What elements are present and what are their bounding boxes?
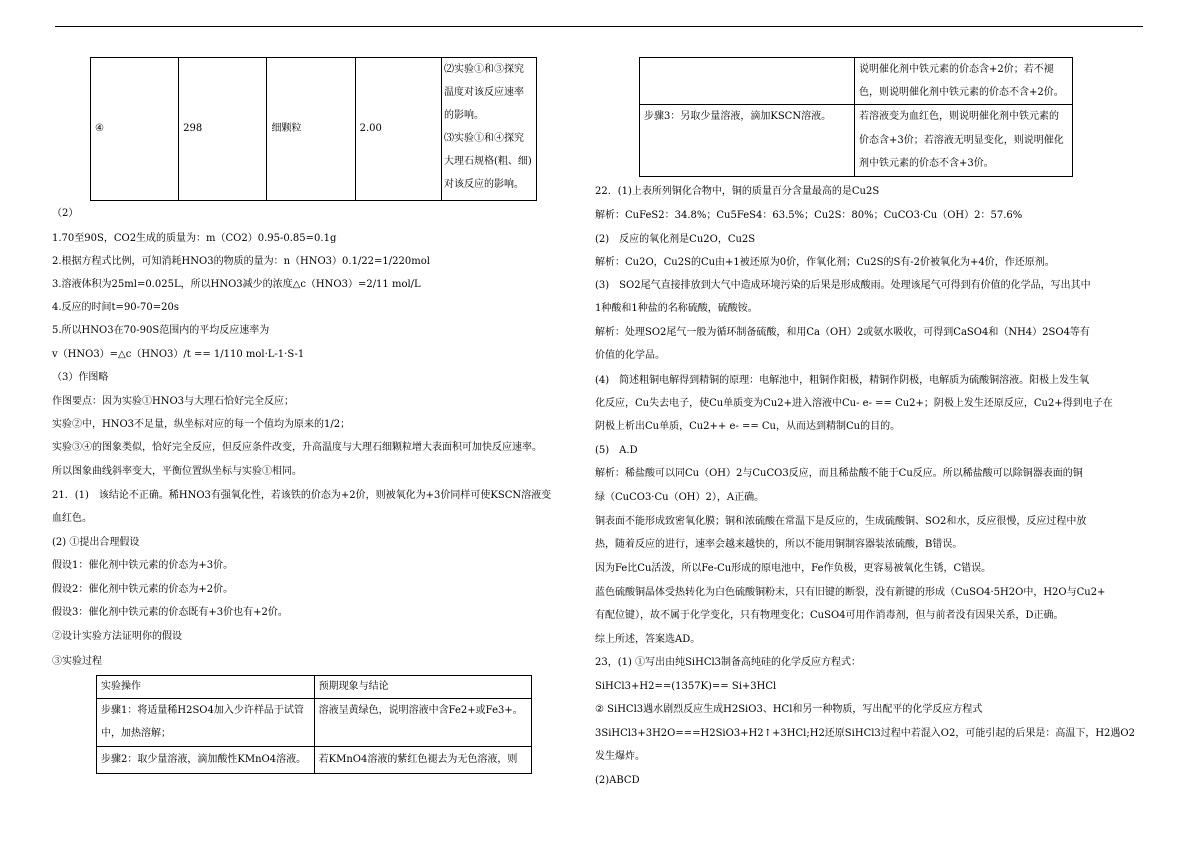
text-line: 2.根据方程式比例，可知消耗HNO3的物质的量为：n（HNO3）0.1/22=1/220mol <box>52 256 430 267</box>
text-line: (2)ABCD <box>595 775 640 786</box>
text-line: 假设2：催化剂中铁元素的价态为+2价。 <box>52 584 234 595</box>
text-line: ②设计实验方法证明你的假设 <box>52 631 182 642</box>
text-line: 铜表面不能形成致密氧化膜；铜和浓硫酸在常温下是反应的，生成硫酸铜、SO2和水，反应很慢，反应过程中放 <box>595 516 1087 527</box>
cell-line: 剂中铁元素的价态不含+3价。 <box>859 158 994 169</box>
text-line: 有配位键），故不属于化学变化，只有物理变化；CuSO4可用作消毒剂，但与前者没有因果关系，D正确。 <box>595 610 1064 621</box>
table-cell: 步骤3：另取少量溶液，滴加KSCN溶液。 <box>640 105 855 177</box>
table-cell: 溶液呈黄绿色，说明溶液中含Fe2+或Fe3+。 <box>314 699 531 747</box>
text-line: (4) 简述粗铜电解得到精铜的原理：电解池中，粗铜作阳极，精铜作阴极，电解质为硫酸铜溶液。阳极上发生氧 <box>595 375 1090 386</box>
table-cell <box>855 105 1073 177</box>
table-cell <box>640 58 855 105</box>
cell-line: 步骤1：将适量稀H2SO4加入少许样品于试管 <box>101 705 304 716</box>
text-line: 3.溶液体积为25ml=0.025L，所以HNO3减少的浓度△c（HNO3）=2/11 mol/L <box>52 279 421 290</box>
text-line: (3) SO2尾气直接排放到大气中造成环境污染的后果是形成酸雨。处理该尾气可得到有价值的化学品，写出其中 <box>595 280 1091 291</box>
text-line: 实验③④的图象类似，恰好完全反应，但反应条件改变，升高温度与大理石细颗粒增大表面积可加快反应速率。 <box>52 442 542 453</box>
text-line: 实验②中，HNO3不足量，纵坐标对应的每一个值均为原来的1/2； <box>52 419 351 430</box>
table-cell: ④ <box>91 58 179 201</box>
text-line: 假设1：催化剂中铁元素的价态为+3价。 <box>52 560 234 571</box>
text-line: (2) 反应的氧化剂是Cu2O，Cu2S <box>595 234 756 245</box>
text-line: ② SiHCl3遇水剧烈反应生成H2SiO3、HCl和另一种物质，写出配平的化学反应方程式 <box>595 704 983 715</box>
text-line: 5.所以HNO3在70-90S范围内的平均反应速率为 <box>52 325 270 336</box>
table-cell <box>855 58 1073 105</box>
text-line: 解析：CuFeS2：34.8%；Cu5FeS4：63.5%；Cu2S：80%；CuCO3·Cu（OH）2：57.6% <box>595 210 1023 221</box>
text-line: SiHCl3+H2==(1357K)== Si+3HCl <box>595 681 777 692</box>
text-line: （2） <box>52 208 79 219</box>
text-line: (2) ①提出合理假设 <box>52 537 140 548</box>
table-cell: 若KMnO4溶液的紫红色褪去为无色溶液，则 <box>314 747 531 774</box>
note-line: ⑶实验①和④探究 <box>443 133 524 144</box>
table-header: 预期现象与结论 <box>314 676 531 699</box>
top-rule <box>55 26 1143 27</box>
text-line: 血红色。 <box>52 513 92 524</box>
text-line: 价值的化学品。 <box>595 350 665 361</box>
table-cell: 步骤2：取少量溶液，滴加酸性KMnO4溶液。 <box>97 747 315 774</box>
text-line: 绿（CuCO3·Cu（OH）2），A正确。 <box>595 492 765 503</box>
table-cell <box>97 699 315 747</box>
note-line: ⑵实验①和③探究 <box>443 64 524 75</box>
data-table-top <box>90 57 537 201</box>
text-line: 阴极上析出Cu单质，Cu2++ e- == Cu，从而达到精制Cu的目的。 <box>595 421 901 432</box>
experiment-table-continued <box>639 57 1073 177</box>
text-line: 22．(1)上表所列铜化合物中，铜的质量百分含量最高的是Cu2S <box>595 186 880 197</box>
text-line: 综上所述，答案选AD。 <box>595 634 701 645</box>
note-line: 温度对该反应速率 <box>443 87 524 98</box>
text-line: 23，(1) ①写出由纯SiHCl3制备高纯硅的化学反应方程式： <box>595 657 862 668</box>
table-header: 实验操作 <box>97 676 315 699</box>
experiment-table <box>96 675 532 774</box>
text-line: 所以图象曲线斜率变大，平衡位置纵坐标与实验①相同。 <box>52 466 302 477</box>
note-line: 对该反应的影响。 <box>443 179 524 190</box>
text-line: 3SiHCl3+3H2O===H2SiO3+H2↑+3HCl;H2还原SiHCl3过程中若混入O2，可能引起的后果是：高温下，H2遇O2 <box>595 728 1135 739</box>
note-line: 的影响。 <box>443 110 484 121</box>
cell-line: 价态含+3价；若溶液无明显变化，则说明催化 <box>859 135 1064 146</box>
text-line: 1种酸和1种盐的名称硫酸，硫酸铵。 <box>595 303 758 314</box>
text-line: 解析：Cu2O，Cu2S的Cu由+1被还原为0价，作氧化剂；Cu2S的S有-2价被氧化为+4价，作还原剂。 <box>595 257 1055 268</box>
cell-line: 若溶液变为血红色，则说明催化剂中铁元素的 <box>859 111 1059 122</box>
cell-line: 中，加热溶解； <box>101 728 171 739</box>
cell-line: 色，则说明催化剂中铁元素的价态不含+2价。 <box>859 87 1064 98</box>
text-line: 因为Fe比Cu活泼，所以Fe-Cu形成的原电池中，Fe作负极，更容易被氧化生锈，C错误。 <box>595 563 992 574</box>
note-line: 大理石规格(粗、细) <box>443 156 532 167</box>
text-line: 作图要点：因为实验①HNO3与大理石恰好完全反应； <box>52 396 295 407</box>
text-line: 发生爆炸。 <box>595 751 645 762</box>
text-line: 解析：处理SO2尾气一般为循环制备硫酸，和用Ca（OH）2或氨水吸收，可得到CaSO4和（NH4）2SO4等有 <box>595 327 1090 338</box>
text-line: 1.70至90S，CO2生成的质量为：m（CO2）0.95-0.85=0.1g <box>52 233 337 244</box>
text-line: （3）作图略 <box>52 372 109 383</box>
cell-line: 说明催化剂中铁元素的价态含+2价；若不褪 <box>859 64 1054 75</box>
table-cell: 细颗粒 <box>267 58 355 201</box>
text-line: 解析：稀盐酸可以同Cu（OH）2与CuCO3反应，而且稀盐酸不能于Cu反应。所以稀盐酸可以除铜器表面的铜 <box>595 468 1083 479</box>
table-cell: 298 <box>179 58 267 201</box>
text-line: 假设3：催化剂中铁元素的价态既有+3价也有+2价。 <box>52 607 288 618</box>
table-notes-cell <box>441 58 536 201</box>
table-cell: 2.00 <box>355 58 441 201</box>
text-line: 热，随着反应的进行，速率会越来越快的，所以不能用铜制容器装浓硫酸，B错误。 <box>595 539 963 550</box>
text-line: 蓝色硫酸铜晶体受热转化为白色硫酸铜粉末，只有旧键的断裂，没有新键的形成（CuSO4·5H2O中，H2O与Cu2+ <box>595 587 1106 598</box>
text-line: ③实验过程 <box>52 656 102 667</box>
text-line: 21．(1) 该结论不正确。稀HNO3有强氧化性，若该铁的价态为+2价，则被氧化为+3价同样可使KSCN溶液变 <box>52 490 552 501</box>
text-line: (5) A.D <box>595 445 638 456</box>
text-line: v（HNO3）=△c（HNO3）/t == 1/110 mol·L-1·S-1 <box>52 349 305 360</box>
text-line: 4.反应的时间t=90-70=20s <box>52 302 180 313</box>
text-line: 化反应，Cu失去电子，使Cu单质变为Cu2+进入溶液中Cu- e- == Cu2+；阴极上发生还原反应，Cu2+得到电子在 <box>595 398 1113 409</box>
